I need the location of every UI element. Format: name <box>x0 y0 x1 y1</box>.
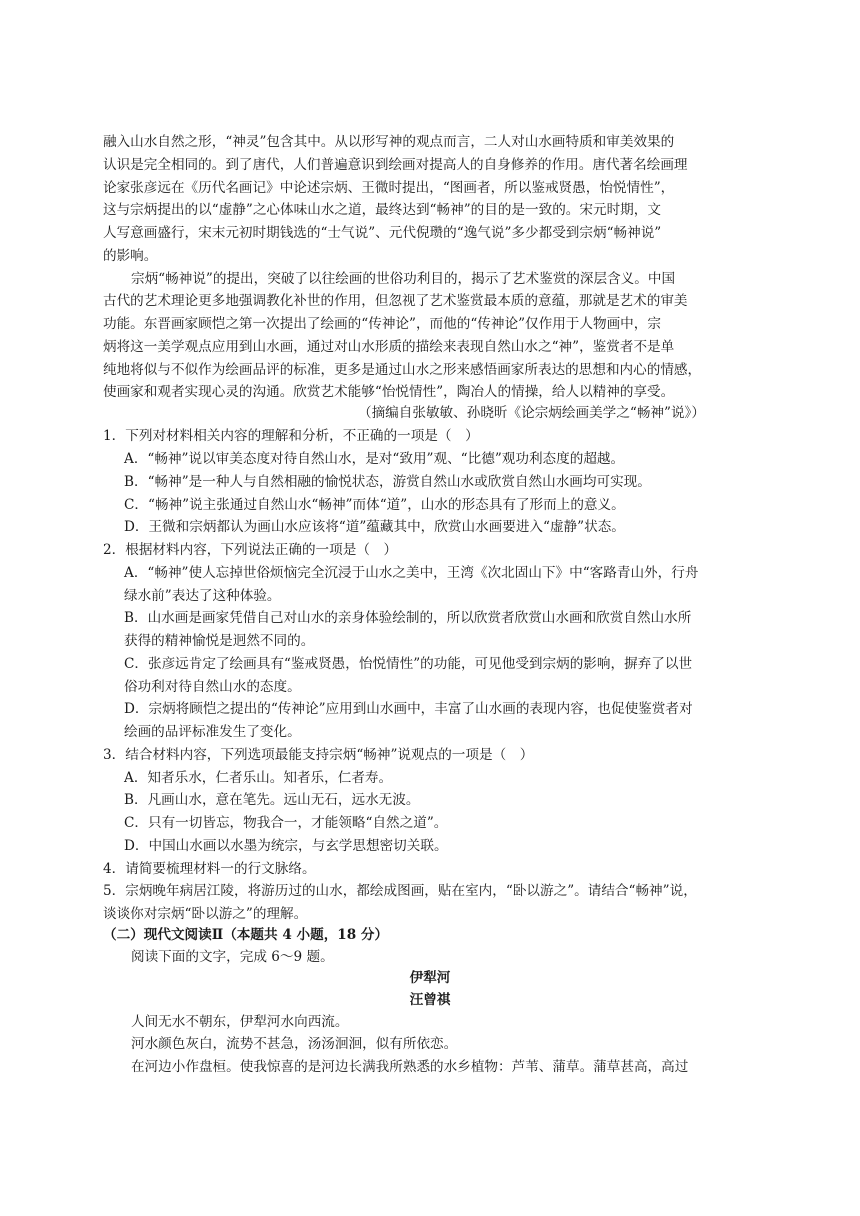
para1-line-2: 认识是完全相同的。到了唐代，人们普遍意识到绘画对提高人的自身修养的作用。唐代著名绘画理 <box>103 157 688 173</box>
q3-option-a: A．知者乐水，仁者乐山。知者乐，仁者寿。 <box>124 770 393 786</box>
passage-line-1: 人间无水不朝东，伊犁河水向西流。 <box>131 1014 349 1030</box>
para1-line-6: 的影响。 <box>103 248 158 264</box>
q2-option-c-line-1: C．张彦远肯定了绘画具有“鉴戒贤愚，怡悦情性”的功能，可见他受到宗炳的影响，摒弃了以世 <box>124 656 693 672</box>
q2-stem: 2．根据材料内容，下列说法正确的一项是（ ） <box>103 542 398 558</box>
para2-line-5: 纯地将似与不似作为绘画品评的标准，更多是通过山水之形来感悟画家所表达的思想和内心的情感， <box>103 362 702 378</box>
q1-option-c: C．“畅神”说主张通过自然山水“畅神”而体“道”，山水的形态具有了形而上的意义。 <box>124 497 625 513</box>
section-2-instruction: 阅读下面的文字，完成 6～9 题。 <box>131 949 334 965</box>
q2-option-b-line-2: 获得的精神愉悦是迥然不同的。 <box>124 633 315 649</box>
q2-option-d-line-1: D．宗炳将顾恺之提出的“传神论”应用到山水画中，丰富了山水画的表现内容，也促使鉴赏者对 <box>124 701 693 717</box>
passage-line-2: 河水颜色灰白，流势不甚急，汤汤洄洄，似有所依恋。 <box>131 1036 458 1052</box>
para2-line-3: 功能。东晋画家顾恺之第一次提出了绘画的“传神论”，而他的“传神论”仅作用于人物画中，宗 <box>103 316 661 332</box>
q5-line-1: 5．宗炳晚年病居江陵，将游历过的山水，都绘成图画，贴在室内，“卧以游之”。请结合“畅神”说， <box>103 883 697 899</box>
para2-line-2: 古代的艺术理论更多地强调教化补世的作用，但忽视了艺术鉴赏最本质的意蕴，那就是艺术的审美 <box>103 293 688 309</box>
section-2-heading: （二）现代文阅读Ⅱ（本题共 4 小题，18 分） <box>103 927 389 943</box>
para2-line-6: 使画家和观者实现心灵的沟通。欣赏艺术能够“怡悦情性”，陶冶人的情操，给人以精神的享受。 <box>103 384 675 400</box>
para2-line-4: 炳将这一美学观点应用到山水画，通过对山水形质的描绘来表现自然山水之“神”，鉴赏者不是单 <box>103 339 675 355</box>
para1-line-1: 融入山水自然之形，“神灵”包含其中。从以形写神的观点而言，二人对山水画特质和审美效果的 <box>103 134 675 150</box>
q2-option-c-line-2: 俗功利对待自然山水的态度。 <box>124 679 301 695</box>
q4-stem: 4．请简要梳理材料一的行文脉络。 <box>103 861 316 877</box>
passage-title: 伊犁河 <box>409 970 451 986</box>
q1-option-d: D．王微和宗炳都认为画山水应该将“道”蕴藏其中，欣赏山水画要进入“虚静”状态。 <box>124 519 625 535</box>
para1-line-3: 论家张彦远在《历代名画记》中论述宗炳、王微时提出，“图画者，所以鉴戒贤愚，怡悦情性”， <box>103 180 675 196</box>
passage-line-3: 在河边小作盘桓。使我惊喜的是河边长满我所熟悉的水乡植物：芦苇、蒲草。蒲草甚高，高过 <box>131 1059 689 1075</box>
q3-option-c: C．只有一切皆忘，物我合一，才能领略“自然之道”。 <box>124 815 448 831</box>
q2-option-b-line-1: B．山水画是画家凭借自己对山水的亲身体验绘制的，所以欣赏者欣赏山水画和欣赏自然山水所 <box>124 610 692 626</box>
q3-option-d: D．中国山水画以水墨为统宗，与玄学思想密切关联。 <box>124 838 448 854</box>
passage-author: 汪曾祺 <box>409 992 451 1008</box>
source-citation: （摘编自张敏敏、孙晓昕《论宗炳绘画美学之“畅神”说》） <box>358 405 705 421</box>
q3-stem: 3．结合材料内容，下列选项最能支持宗炳“畅神”说观点的一项是（ ） <box>103 747 534 763</box>
q2-option-a-line-1: A．“畅神”使人忘掉世俗烦恼完全沉浸于山水之美中，王湾《次北固山下》中“客路青山外，行舟 <box>124 565 699 581</box>
q5-line-2: 谈谈你对宗炳“卧以游之”的理解。 <box>103 906 308 922</box>
q2-option-d-line-2: 绘画的品评标准发生了变化。 <box>124 724 301 740</box>
q1-stem: 1．下列对材料相关内容的理解和分析，不正确的一项是（ ） <box>103 428 479 444</box>
q1-option-a: A．“畅神”说以审美态度对待自然山水，是对“致用”观、“比德”观功利态度的超越。 <box>124 451 625 467</box>
q3-option-b: B．凡画山水，意在笔先。远山无石，远水无波。 <box>124 792 420 808</box>
para1-line-4: 这与宗炳提出的以“虚静”之心体味山水之道，最终达到“畅神”的目的是一致的。宋元时期，文 <box>103 202 661 218</box>
q1-option-b: B．“畅神”是一种人与自然相融的愉悦状态，游赏自然山水或欣赏自然山水画均可实现。 <box>124 474 651 490</box>
para1-line-5: 人写意画盛行，宋末元初时期钱选的“士气说”、元代倪瓒的“逸气说”多少都受到宗炳“畅神说” <box>103 225 662 241</box>
q2-option-a-line-2: 绿水前”表达了这种体验。 <box>124 588 281 604</box>
para2-line-1: 宗炳“畅神说”的提出，突破了以往绘画的世俗功利目的，揭示了艺术鉴赏的深层含义。中国 <box>131 271 676 287</box>
